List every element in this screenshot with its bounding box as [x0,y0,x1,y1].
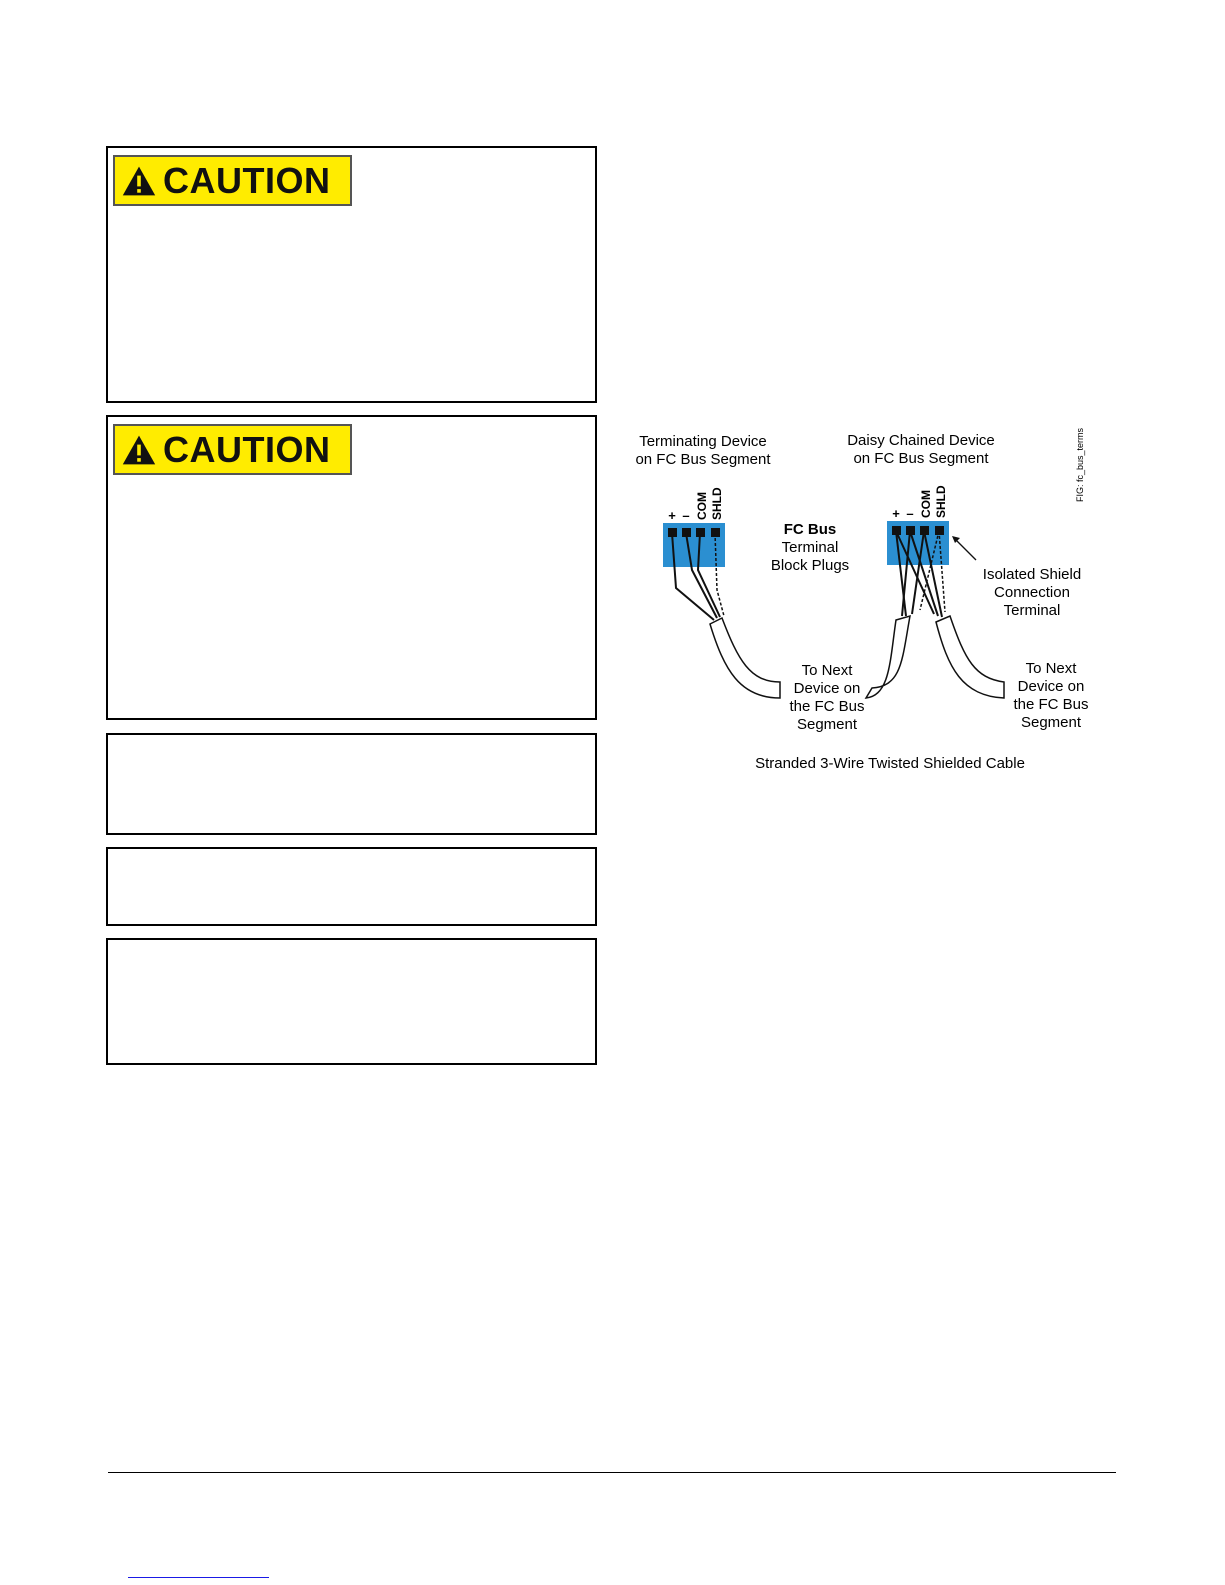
next-device-mid-line-3: the FC Bus [789,698,865,715]
next-device-mid-line-4: Segment [796,716,858,733]
right-device-title-line-2: on FC Bus Segment [853,450,989,467]
warning-triangle-icon [121,433,157,467]
next-device-right-line-1: To Next [1025,660,1077,677]
next-device-right-line-4: Segment [1020,714,1082,731]
fc-bus-label: FC Bus [783,521,837,538]
caution-label [113,155,352,206]
caution-text: CAUTION [163,159,331,201]
next-device-right-line-2: Device on [1017,678,1085,695]
right-terminal-shld: SHLD [934,485,948,518]
shield-label-line-2: Connection [994,584,1070,601]
next-device-mid-line-2: Device on [793,680,861,697]
shield-arrow [952,536,976,560]
block-plugs-label: Block Plugs [770,557,850,574]
figure-id: FIG: fc_bus_terms [1075,427,1085,502]
footer-rule [108,1472,1116,1473]
left-device-title-line-1: Terminating Device [639,433,767,450]
caution-box-2 [106,415,597,720]
left-device-title-line-2: on FC Bus Segment [635,451,771,468]
right-terminal-plus: + [892,506,900,521]
left-cable [710,618,780,698]
right-cable-right [936,616,1004,698]
note-box-1 [106,733,597,835]
fc-bus-diagram [620,420,1120,790]
warning-triangle-icon [121,164,157,198]
caution-text: CAUTION [163,428,331,470]
right-cable-left [866,616,910,698]
caution-box-1 [106,146,597,403]
right-device-title-line-1: Daisy Chained Device [847,432,995,449]
left-terminal-plus: + [668,508,676,523]
left-terminal-com: COM [695,492,709,520]
right-terminal-com: COM [919,490,933,518]
shield-label-line-3: Terminal [1003,602,1061,619]
figure-caption: Stranded 3-Wire Twisted Shielded Cable [755,755,1025,772]
next-device-right-line-3: the FC Bus [1013,696,1089,713]
left-terminal-shld: SHLD [710,487,724,520]
caution-label [113,424,352,475]
terminal-label: Terminal [781,539,839,556]
note-box-2 [106,847,597,926]
footer-link-underline[interactable] [128,1577,269,1578]
fc-bus-terminal-figure [620,420,1120,790]
next-device-mid-line-1: To Next [801,662,853,679]
left-terminal-minus: – [682,508,690,523]
shield-label-line-1: Isolated Shield [982,566,1082,583]
note-box-3 [106,938,597,1065]
right-terminal-minus: – [906,506,914,521]
